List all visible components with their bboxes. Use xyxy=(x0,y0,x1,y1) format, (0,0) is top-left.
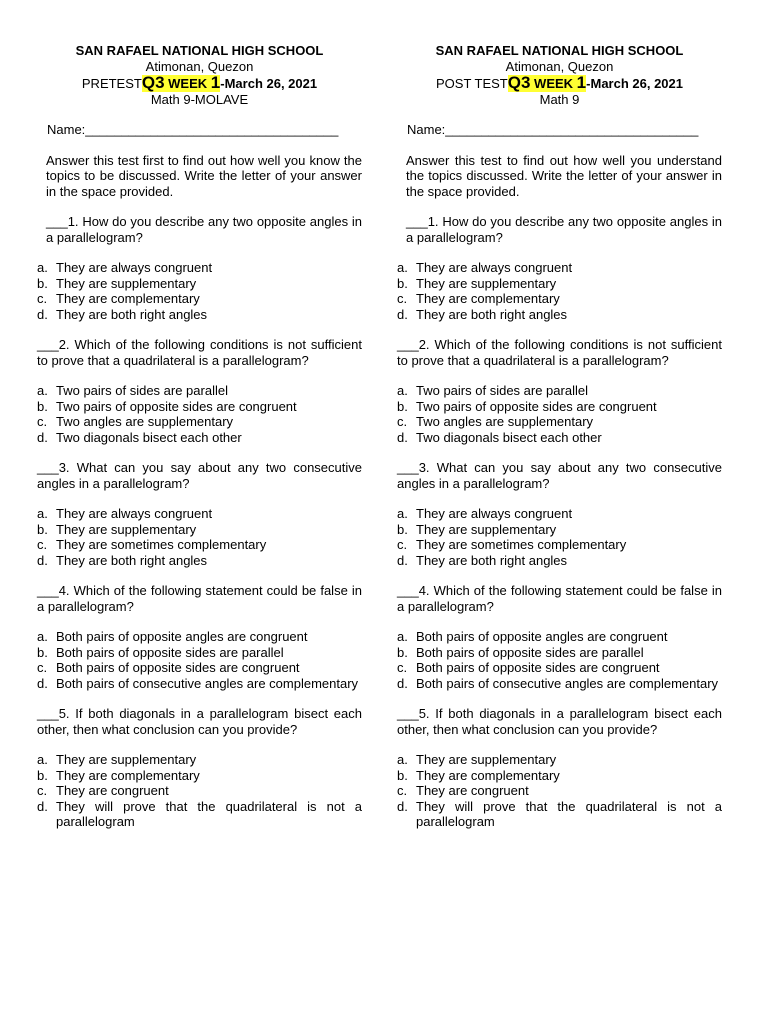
choice-text: They are congruent xyxy=(56,783,169,798)
choice-letter: c. xyxy=(37,537,48,552)
choice-text: They are supplementary xyxy=(56,752,197,767)
choice-item xyxy=(37,260,362,276)
choice-letter: d. xyxy=(37,306,48,322)
choice-text: They are complementary xyxy=(56,291,200,306)
choice-letter: a. xyxy=(397,260,408,275)
test-type: PRETEST xyxy=(81,76,142,91)
choice-text: They are supplementary xyxy=(416,752,557,767)
choice-item xyxy=(397,399,722,415)
choice-list xyxy=(37,506,362,568)
question-list xyxy=(397,214,722,830)
choice-list xyxy=(37,383,362,445)
choice-text: Both pairs of opposite sides are parallel xyxy=(416,644,644,660)
title-dash: - xyxy=(586,76,591,91)
school-location: Atimonan, Quezon xyxy=(145,58,254,74)
question-5: ___5. If both diagonals in a parallelogram bisect each other, then what conclusion can you provide? xyxy=(397,706,722,737)
choice-text: Two angles are supplementary xyxy=(416,414,594,429)
week-number: 1 xyxy=(576,73,587,92)
quarter-label: Q3 xyxy=(507,73,531,92)
choice-letter: d. xyxy=(397,798,408,814)
choice-letter: d. xyxy=(37,675,48,691)
choice-item xyxy=(37,430,362,446)
choice-letter: c. xyxy=(397,414,408,429)
class-section: Math 9 xyxy=(539,91,580,107)
choice-text: Both pairs of opposite sides are congruent xyxy=(56,660,300,675)
choice-letter: c. xyxy=(397,537,408,552)
choice-letter: b. xyxy=(37,398,48,414)
choice-list xyxy=(397,260,722,322)
pretest-column xyxy=(37,0,362,830)
choice-letter: b. xyxy=(397,398,408,414)
choice-text: They are both right angles xyxy=(416,552,568,568)
question-4: ___4. Which of the following statement could be false in a parallelogram? xyxy=(397,583,722,614)
choice-letter: c. xyxy=(37,291,48,306)
choice-text: Both pairs of opposite angles are congruent xyxy=(416,629,668,644)
name-field[interactable]: Name:___________________________________ xyxy=(407,122,699,137)
choice-text: Both pairs of opposite angles are congruent xyxy=(56,629,308,644)
choice-list xyxy=(397,629,722,691)
choice-item xyxy=(397,676,722,692)
choice-text: They are supplementary xyxy=(416,275,557,291)
choice-text: Both pairs of opposite sides are congruent xyxy=(416,660,660,675)
choice-letter: d. xyxy=(397,306,408,322)
week-number: 1 xyxy=(210,73,221,92)
choice-item xyxy=(37,291,362,307)
choice-letter: b. xyxy=(37,644,48,660)
choice-letter: a. xyxy=(397,629,408,644)
choice-list xyxy=(37,629,362,691)
question-3: ___3. What can you say about any two consecutive angles in a parallelogram? xyxy=(37,460,362,491)
week-label: WEEK xyxy=(164,76,211,91)
choice-text: Two diagonals bisect each other xyxy=(416,429,602,445)
choice-item xyxy=(397,383,722,399)
choice-item xyxy=(397,553,722,569)
question-4: ___4. Which of the following statement could be false in a parallelogram? xyxy=(37,583,362,614)
choice-text: They are complementary xyxy=(416,291,560,306)
choice-list xyxy=(397,506,722,568)
choice-letter: d. xyxy=(37,429,48,445)
choice-text: Two pairs of opposite sides are congruent xyxy=(56,398,297,414)
choice-item xyxy=(397,414,722,430)
choice-letter: a. xyxy=(397,506,408,521)
choice-item xyxy=(37,399,362,415)
choice-letter: b. xyxy=(37,767,48,783)
choice-item xyxy=(37,768,362,784)
choice-item xyxy=(397,768,722,784)
choice-letter: a. xyxy=(37,629,48,644)
school-location: Atimonan, Quezon xyxy=(505,58,614,74)
choice-letter: c. xyxy=(397,660,408,675)
choice-letter: d. xyxy=(397,675,408,691)
instructions: Answer this test to find out how well you understand the topics discussed. Write the letter of your answer in the space provided. xyxy=(406,152,722,199)
choice-text: They are both right angles xyxy=(56,306,208,322)
choice-letter: b. xyxy=(37,521,48,537)
week-label: WEEK xyxy=(530,76,577,91)
choice-text: They are supplementary xyxy=(56,275,197,291)
choice-list xyxy=(37,752,362,830)
choice-text: They will prove that the quadrilateral is not a parallelogram xyxy=(416,798,722,829)
choice-item xyxy=(37,414,362,430)
choice-item xyxy=(37,506,362,522)
choice-item xyxy=(397,506,722,522)
choice-letter: a. xyxy=(37,260,48,275)
choice-text: They are always congruent xyxy=(56,506,213,521)
choice-item xyxy=(37,307,362,323)
choice-item xyxy=(397,430,722,446)
choice-letter: b. xyxy=(37,275,48,291)
choice-item xyxy=(397,645,722,661)
choice-item xyxy=(37,799,362,830)
choice-item xyxy=(37,553,362,569)
choice-text: Two angles are supplementary xyxy=(56,414,234,429)
choice-letter: c. xyxy=(397,291,408,306)
choice-item xyxy=(397,260,722,276)
choice-text: They will prove that the quadrilateral is not a parallelogram xyxy=(56,798,362,829)
choice-letter: c. xyxy=(37,660,48,675)
test-title xyxy=(37,75,362,92)
choice-item xyxy=(37,276,362,292)
choice-item xyxy=(37,629,362,645)
school-name: SAN RAFAEL NATIONAL HIGH SCHOOL xyxy=(75,43,324,58)
choice-list xyxy=(397,383,722,445)
name-field[interactable]: Name:___________________________________ xyxy=(47,122,339,137)
choice-text: They are supplementary xyxy=(416,521,557,537)
choice-text: Both pairs of opposite sides are parallel xyxy=(56,644,284,660)
choice-text: They are always congruent xyxy=(56,260,213,275)
test-title xyxy=(397,75,722,92)
choice-letter: d. xyxy=(397,429,408,445)
choice-letter: a. xyxy=(37,383,48,398)
choice-text: They are complementary xyxy=(416,767,560,783)
choice-letter: b. xyxy=(397,644,408,660)
choice-item xyxy=(397,783,722,799)
choice-text: They are sometimes complementary xyxy=(416,537,627,552)
choice-letter: a. xyxy=(37,752,48,767)
test-date: March 26, 2021 xyxy=(224,76,318,91)
question-3: ___3. What can you say about any two consecutive angles in a parallelogram? xyxy=(397,460,722,491)
quarter-label: Q3 xyxy=(141,73,165,92)
choice-list xyxy=(37,260,362,322)
test-date: March 26, 2021 xyxy=(590,76,683,91)
choice-text: Both pairs of consecutive angles are complementary xyxy=(416,675,719,691)
class-section: Math 9-MOLAVE xyxy=(150,91,249,107)
choice-item xyxy=(397,629,722,645)
choice-item xyxy=(37,522,362,538)
question-5: ___5. If both diagonals in a parallelogram bisect each other, then what conclusion can you provide? xyxy=(37,706,362,737)
choice-item xyxy=(37,676,362,692)
quarter-week-highlight xyxy=(508,75,586,92)
title-dash: - xyxy=(220,76,225,91)
choice-text: They are supplementary xyxy=(56,521,197,537)
choice-letter: c. xyxy=(37,783,48,798)
question-1: ___1. How do you describe any two opposite angles in a parallelogram? xyxy=(46,214,362,245)
choice-letter: a. xyxy=(37,506,48,521)
quarter-week-highlight xyxy=(142,75,220,92)
choice-letter: a. xyxy=(397,383,408,398)
choice-text: They are congruent xyxy=(416,783,529,798)
choice-letter: d. xyxy=(37,552,48,568)
choice-item xyxy=(397,307,722,323)
question-1: ___1. How do you describe any two opposite angles in a parallelogram? xyxy=(406,214,722,245)
choice-letter: d. xyxy=(37,798,48,814)
choice-letter: b. xyxy=(397,275,408,291)
test-type: POST TEST xyxy=(435,76,508,91)
choice-item xyxy=(397,522,722,538)
choice-item xyxy=(397,291,722,307)
choice-text: Both pairs of consecutive angles are complementary xyxy=(56,675,359,691)
choice-text: They are both right angles xyxy=(56,552,208,568)
choice-item xyxy=(37,783,362,799)
choice-text: Two pairs of opposite sides are congruent xyxy=(416,398,657,414)
choice-text: They are complementary xyxy=(56,767,200,783)
choice-item xyxy=(397,752,722,768)
instructions: Answer this test first to find out how well you know the topics to be discussed. Write the letter of your answer in the space provided. xyxy=(46,152,362,199)
choice-text: They are always congruent xyxy=(416,260,573,275)
choice-item xyxy=(37,383,362,399)
choice-item xyxy=(397,799,722,830)
choice-item xyxy=(397,660,722,676)
choice-item xyxy=(397,537,722,553)
choice-item xyxy=(37,645,362,661)
choice-list xyxy=(397,752,722,830)
choice-text: Two pairs of sides are parallel xyxy=(56,383,228,398)
choice-item xyxy=(37,752,362,768)
choice-letter: a. xyxy=(397,752,408,767)
choice-letter: c. xyxy=(37,414,48,429)
school-name: SAN RAFAEL NATIONAL HIGH SCHOOL xyxy=(435,43,684,58)
question-2: ___2. Which of the following conditions is not sufficient to prove that a quadrilateral is a parallelogram? xyxy=(37,337,362,368)
choice-letter: b. xyxy=(397,521,408,537)
choice-letter: d. xyxy=(397,552,408,568)
choice-item xyxy=(37,660,362,676)
question-2: ___2. Which of the following conditions is not sufficient to prove that a quadrilateral is a parallelogram? xyxy=(397,337,722,368)
choice-item xyxy=(37,537,362,553)
choice-text: They are sometimes complementary xyxy=(56,537,267,552)
question-list xyxy=(37,214,362,830)
choice-text: They are always congruent xyxy=(416,506,573,521)
choice-item xyxy=(397,276,722,292)
choice-letter: c. xyxy=(397,783,408,798)
choice-letter: b. xyxy=(397,767,408,783)
choice-text: They are both right angles xyxy=(416,306,568,322)
choice-text: Two diagonals bisect each other xyxy=(56,429,242,445)
choice-text: Two pairs of sides are parallel xyxy=(416,383,588,398)
posttest-column xyxy=(397,0,722,830)
